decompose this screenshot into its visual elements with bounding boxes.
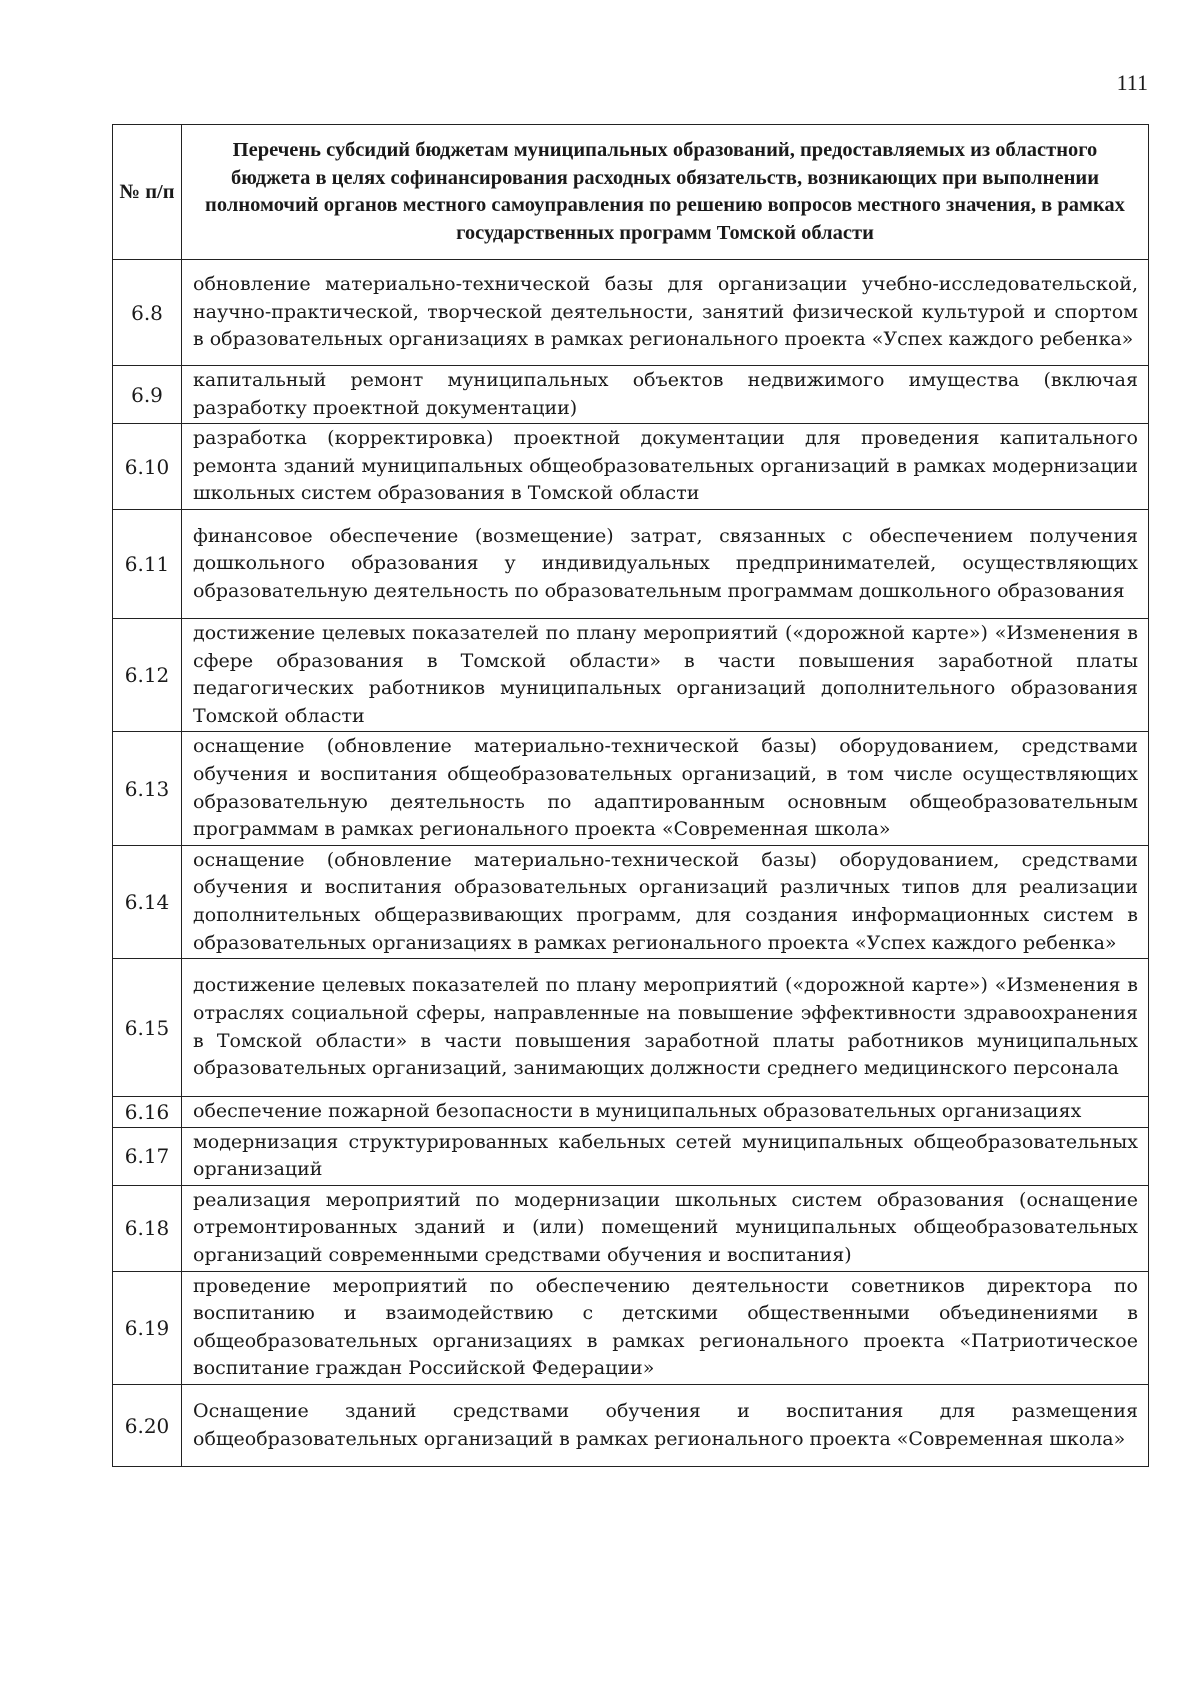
row-text: разработка (корректировка) проектной документации для проведения капитального ремонта зданий муниципальных общеобразовательных организаций в рамках модернизации школьных систем образования в Томской области [182, 424, 1149, 510]
row-number: 6.18 [113, 1185, 182, 1271]
table-row [113, 1127, 1149, 1185]
table-row [113, 1097, 1149, 1128]
row-number: 6.9 [113, 366, 182, 424]
row-text: модернизация структурированных кабельных сетей муниципальных общеобразовательных организаций [182, 1127, 1149, 1185]
row-text: капитальный ремонт муниципальных объектов недвижимого имущества (включая разработку проектной документации) [182, 366, 1149, 424]
row-text: Оснащение зданий средствами обучения и воспитания для размещения общеобразовательных организаций в рамках регионального проекта «Современная школа» [182, 1385, 1149, 1467]
row-number: 6.17 [113, 1127, 182, 1185]
row-text: оснащение (обновление материально-технической базы) оборудованием, средствами обучения и воспитания образовательных организаций различных типов для реализации дополнительных общеразвивающих программ, для создания информационных систем в образовательных организациях в рамках регионального проекта «Успех каждого ребенка» [182, 845, 1149, 958]
column-header-title: Перечень субсидий бюджетам муниципальных образований, предоставляемых из областного бюджета в целях софинансирования расходных обязательств, возникающих при выполнении полномочий органов местного самоуправления по решению вопросов местного значения, в рамках государственных программ Томской области [182, 125, 1149, 260]
row-number: 6.10 [113, 424, 182, 510]
row-text: обеспечение пожарной безопасности в муниципальных образовательных организациях [182, 1097, 1149, 1128]
table-row [113, 509, 1149, 618]
row-text: оснащение (обновление материально-технической базы) оборудованием, средствами обучения и воспитания общеобразовательных организаций, в том числе осуществляющих образовательную деятельность по адаптированным основным общеобразовательным программам в рамках регионального проекта «Современная школа» [182, 732, 1149, 845]
row-number: 6.14 [113, 845, 182, 958]
table-row [113, 1385, 1149, 1467]
table-row [113, 260, 1149, 366]
row-number: 6.13 [113, 732, 182, 845]
table-body [113, 260, 1149, 1467]
page-number: 111 [1116, 70, 1148, 95]
row-number: 6.16 [113, 1097, 182, 1128]
row-text: достижение целевых показателей по плану мероприятий («дорожной карте») «Изменения в отраслях социальной сферы, направленные на повышение эффективности здравоохранения в Томской области» в части повышения заработной платы работников муниципальных образовательных организаций, занимающих должности среднего медицинского персонала [182, 959, 1149, 1097]
table-row [113, 1185, 1149, 1271]
subsidies-table [112, 124, 1149, 1467]
row-number: 6.12 [113, 618, 182, 731]
row-text: достижение целевых показателей по плану мероприятий («дорожной карте») «Изменения в сфере образования в Томской области» в части повышения заработной платы педагогических работников муниципальных организаций дополнительного образования Томской области [182, 618, 1149, 731]
row-text: финансовое обеспечение (возмещение) затрат, связанных с обеспечением получения дошкольного образования у индивидуальных предпринимателей, осуществляющих образовательную деятельность по образовательным программам дошкольного образования [182, 509, 1149, 618]
table-header-row [113, 125, 1149, 260]
row-number: 6.15 [113, 959, 182, 1097]
row-text: проведение мероприятий по обеспечению деятельности советников директора по воспитанию и взаимодействию с детскими общественными объединениями в общеобразовательных организациях в рамках регионального проекта «Патриотическое воспитание граждан Российской Федерации» [182, 1271, 1149, 1384]
table-row [113, 845, 1149, 958]
column-header-number: № п/п [113, 125, 182, 260]
table-row [113, 618, 1149, 731]
row-text: обновление материально-технической базы для организации учебно-исследовательской, научно-практической, творческой деятельности, занятий физической культурой и спортом в образовательных организациях в рамках регионального проекта «Успех каждого ребенка» [182, 260, 1149, 366]
row-text: реализация мероприятий по модернизации школьных систем образования (оснащение отремонтированных зданий и (или) помещений муниципальных общеобразовательных организаций современными средствами обучения и воспитания) [182, 1185, 1149, 1271]
table-row [113, 959, 1149, 1097]
row-number: 6.19 [113, 1271, 182, 1384]
row-number: 6.8 [113, 260, 182, 366]
table-row [113, 366, 1149, 424]
table-row [113, 1271, 1149, 1384]
table-row [113, 732, 1149, 845]
row-number: 6.11 [113, 509, 182, 618]
row-number: 6.20 [113, 1385, 182, 1467]
table-row [113, 424, 1149, 510]
